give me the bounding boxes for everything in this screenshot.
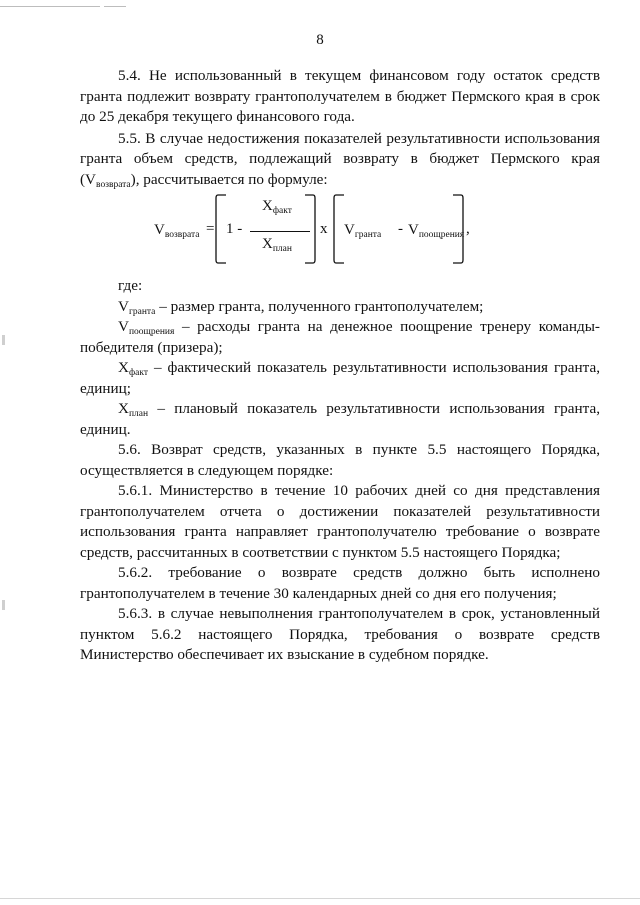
paragraph-5-6: 5.6. Возврат средств, указанных в пункте 5.5 настоящего Порядка, осуществляется в следующем порядке:: [80, 441, 600, 479]
scan-bottom-line: [0, 898, 640, 899]
def-x-fakt-sub: факт: [128, 368, 148, 378]
formula-num-symbol: X: [262, 198, 273, 214]
formula-denominator: [262, 236, 292, 253]
formula-right-paren-2: [451, 194, 465, 264]
formula-num-sub: факт: [272, 206, 292, 216]
definition-x-plan: [80, 399, 600, 420]
def-x-fakt-symbol: X: [118, 359, 129, 376]
def-v-pooshchreniya-symbol: V: [118, 318, 129, 335]
formula-lhs: [154, 222, 199, 239]
paragraph-5-5-text-a: 5.5. В случае недостижения показателей результативности использования гранта объем средств, подлежащий возврату в бюджет Пермского края (V: [80, 129, 600, 188]
top-paragraphs: [80, 66, 600, 190]
formula-right-paren-1: [303, 194, 317, 264]
paragraph-5-5-sub: возврата: [96, 179, 131, 190]
margin-mark: [2, 335, 5, 345]
def-v-pooshchreniya-sub: поощрения: [128, 327, 175, 337]
paragraph-5-6-3: 5.6.3. в случае невыполнения грантополучателем в срок, установленный пунктом 5.6.2 настоящего Порядка, требования о возврате средств Министерство обеспечивает их взыскание в судебном порядке.: [80, 605, 600, 663]
formula-times: x: [320, 221, 328, 237]
page-number: 8: [316, 32, 324, 48]
definition-v-pooshchreniya: [80, 317, 600, 338]
formula-v1-sub: гранта: [354, 230, 382, 240]
formula-comma: ,: [466, 221, 470, 237]
formula: [150, 190, 490, 270]
def-x-plan-text-a: – плановый показатель результативности использования гранта,: [148, 400, 600, 417]
where-label: где:: [118, 277, 143, 294]
formula-v-granta: [344, 222, 381, 239]
paragraph-5-6-1: 5.6.1. Министерство в течение 10 рабочих дней со дня представления грантополучателем отчета о достижении показателей результативности использования гранта направляет грантополучателю требование о возврате средств, рассчитанных в соответствии с пунктом 5.5 настоящего Порядка;: [80, 482, 600, 561]
definition-v-pooshchreniya-cont: победителя (призера);: [80, 338, 223, 356]
def-v-granta-text: – размер гранта, полученного грантополучателем;: [155, 297, 484, 315]
formula-v2-symbol: V: [408, 222, 419, 238]
scan-top-line: [0, 6, 100, 7]
formula-v2-sub: поощрения: [418, 230, 465, 240]
paragraph-5-4: 5.4. Не использованный в текущем финансовом году остаток средств гранта подлежит возврату грантополучателем в бюджет Пермского края в срок до 25 декабря текущего финансового года.: [80, 67, 600, 125]
def-x-plan-sub: план: [128, 409, 149, 419]
formula-equals: =: [206, 221, 215, 237]
definition-x-plan-cont: единиц.: [80, 420, 131, 438]
paragraph-5-5: [80, 129, 600, 191]
definitions-block: [80, 276, 600, 666]
def-x-fakt-text-a: – фактический показатель результативности использования гранта,: [147, 359, 600, 376]
def-x-plan-symbol: X: [118, 400, 129, 417]
def-v-granta-sub: гранта: [128, 306, 156, 317]
paragraph-5-6-2: 5.6.2. требование о возврате средств должно быть исполнено грантополучателем в течение 30 календарных дней со дня его получения;: [80, 564, 600, 602]
formula-v1-symbol: V: [344, 222, 355, 238]
margin-mark: [2, 600, 5, 610]
definition-x-fakt-cont: единиц;: [80, 379, 131, 397]
formula-numerator: [262, 198, 292, 215]
formula-minus: -: [398, 221, 403, 237]
definition-x-fakt: [80, 358, 600, 379]
def-v-granta-symbol: V: [118, 297, 129, 315]
formula-lhs-symbol: V: [154, 222, 165, 238]
formula-den-symbol: X: [262, 236, 273, 252]
formula-one-minus: 1 -: [226, 221, 243, 237]
def-v-pooshchreniya-text-a: – расходы гранта на денежное поощрение тренеру команды-: [174, 318, 600, 335]
formula-lhs-sub: возврата: [164, 230, 200, 240]
scan-top-line-short: [104, 6, 126, 7]
formula-den-sub: план: [272, 244, 292, 254]
definition-v-granta: [80, 297, 600, 318]
fraction-bar: [250, 231, 310, 232]
paragraph-5-5-text-b: ), рассчитывается по формуле:: [130, 170, 328, 188]
